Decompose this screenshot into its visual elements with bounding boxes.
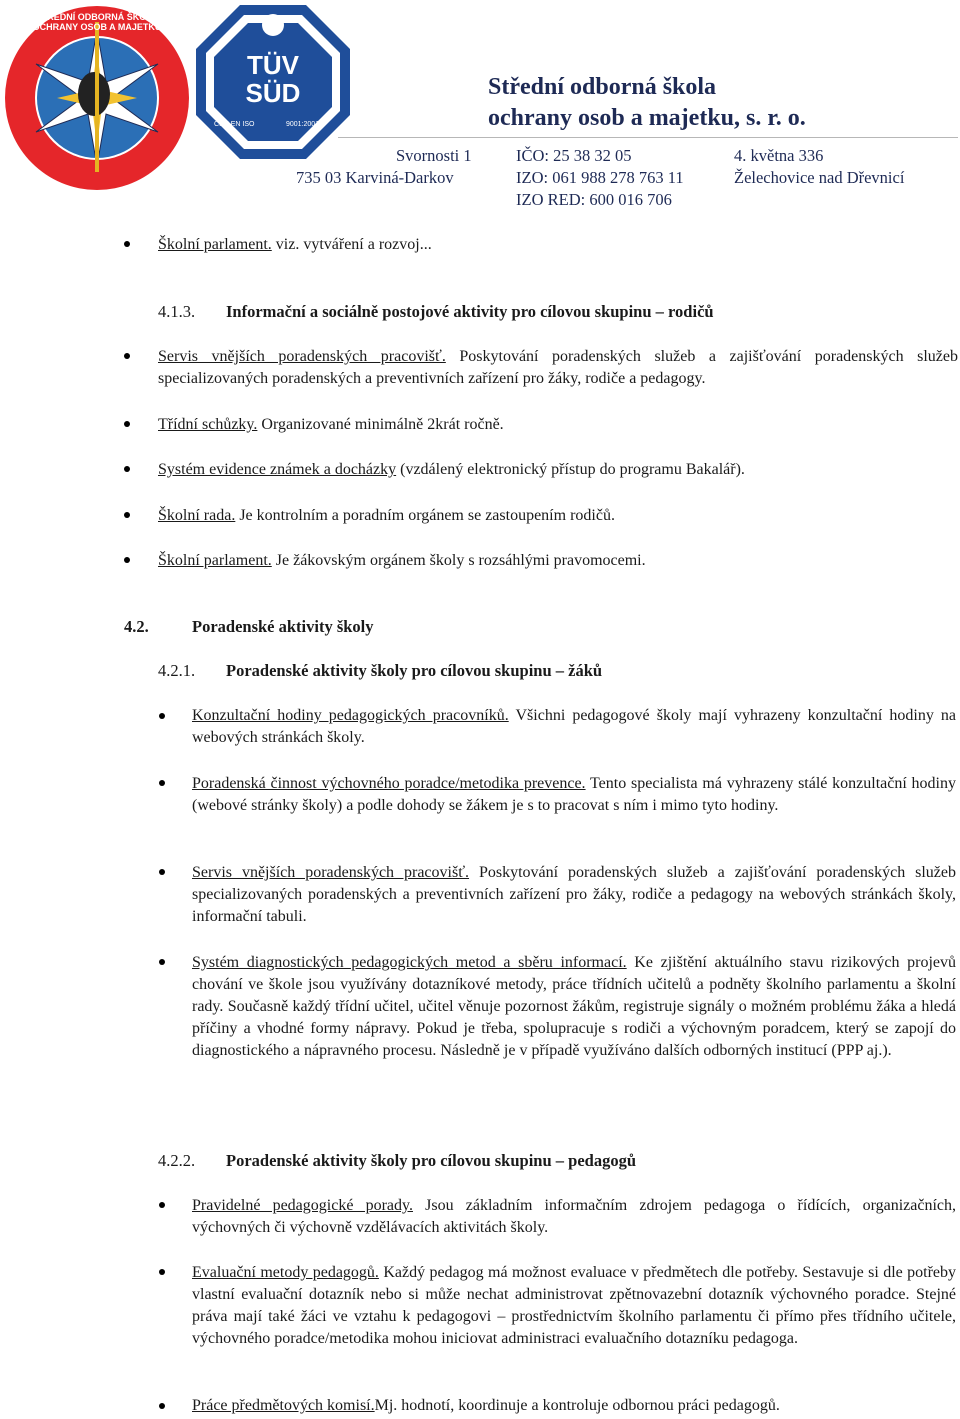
item-text: Organizované minimálně 2krát ročně. [257,416,504,433]
bullet [159,780,165,786]
branch-street: 4. května 336 [734,146,824,165]
school-name-line1: Střední odborná škola [488,74,717,100]
izo: IZO: 061 988 278 763 11 [516,168,684,187]
item-link: Servis vnějších poradenských pracovišť. [192,864,470,881]
section-number: 4.2. [124,617,149,636]
bullet [159,713,165,719]
tuv-logo [194,3,352,161]
address-street: Svornosti 1 [396,146,472,165]
header-rule [338,137,958,138]
bullet [159,1403,165,1409]
section-title: Informační a sociálně postojové aktivity pro cílovou skupinu – rodičů [226,302,714,321]
list-item [158,459,745,481]
tuv-small-text-2: 9001:2001 [286,121,320,128]
item-text: Mj. hodnotí, koordinuje a kontroluje odbornou práci pedagogů. [374,1397,780,1414]
bullet [124,241,130,247]
item-text: Ke zjištění aktuálního stavu rizikových projevů chování ve škole jsou využívány dotazníkové metody, práce třídních učitelů a podněty školního parlamentu a školní rady. Současně každý třídní učitel, učitel věnuje pozornost žákům, registruje signály o možném problému žáka a hledá příčiny a vhodné formy nápravy. Pokud je třeba, spolupracuje s rodiči a výchovným poradcem, který se zapojí do diagnostického a nápravného procesu. Následně je v případě využíváno dalších odborných institucí (PPP aj.). [192,954,956,1059]
section-title: Poradenské aktivity školy pro cílovou skupinu – pedagogů [226,1151,637,1170]
item-link: Práce předmětových komisí. [192,1397,375,1414]
item-text: Poskytování poradenských služeb a zajišťování poradenských služeb specializovaných poradenských a preventivních zařízení pro žáky, rodiče a pedagogy na webových stránkách školy, informační tabuli. [192,864,957,925]
section-number: 4.2.1. [158,661,196,680]
item-link: Konzultační hodiny pedagogických pracovníků. [192,707,509,724]
address-city: 735 03 Karviná-Darkov [296,168,454,187]
tuv-small-text: ČSN EN ISO [214,121,255,128]
list-item [192,862,956,928]
ico: IČO: 25 38 32 05 [516,146,632,165]
bullet [124,466,130,472]
bullet [159,1269,165,1275]
izo-red: IZO RED: 600 016 706 [516,190,672,209]
school-name-line2: ochrany osob a majetku, s. r. o. [488,105,806,131]
bullet [124,512,130,518]
item-link: Poradenská činnost výchovného poradce/metodika prevence. [192,775,586,792]
bullet [124,421,130,427]
list-item [158,550,646,572]
tuv-logo-text: TÜV SÜD [245,50,301,108]
bullet [124,557,130,563]
list-item [158,505,615,527]
item-text: Každý pedagog má možnost evaluace v předmětech dle potřeby. Sestavuje si dle potřeby vlastní evaluační dotazník nebo si může nechat administrovat zpětnovazební dotazník výchovného poradce. Stejné práva mají také žáci ve vztahu k pedagogovi – prostřednictvím školního parlamentu či přímo přes třídního učitele, výchovného poradce/metodika mohou iniciovat administraci evaluačního dotazníku pedagoga. [192,1264,956,1347]
bullet [159,959,165,965]
list-item [192,1195,956,1239]
section-title: Poradenské aktivity školy pro cílovou skupinu – žáků [226,661,603,680]
section-title: Poradenské aktivity školy [192,617,374,636]
section-number: 4.1.3. [158,302,196,321]
school-logo-text: STŘEDNÍ ODBORNÁ ŠKOLA OCHRANY OSOB A MAJETKU [32,12,162,32]
item-link: Školní parlament. [158,552,272,569]
item-text: viz. vytváření a rozvoj... [271,236,432,253]
list-item [158,234,432,256]
list-item [192,773,956,817]
branch-city: Želechovice nad Dřevnicí [734,168,905,187]
section-number: 4.2.2. [158,1151,196,1170]
item-text: Jsou základním informačním zdrojem pedagoga o řídících, organizačních, výchovných či výchovně vzdělávacích aktivitách školy. [192,1197,956,1236]
list-item [192,1395,956,1417]
item-text: Je kontrolním a poradním orgánem se zastoupením rodičů. [235,507,615,524]
list-item [192,705,956,749]
item-link: Pravidelné pedagogické porady. [192,1197,413,1214]
list-item [192,1262,956,1350]
item-link: Evaluační metody pedagogů. [192,1264,379,1281]
item-link: Systém diagnostických pedagogických metod a sběru informací. [192,954,627,971]
item-text: (vzdálený elektronický přístup do programu Bakalář). [396,461,745,478]
bullet [159,869,165,875]
item-text: Poskytování poradenských služeb a zajišťování poradenských služeb specializovaných poradenských a preventivních zařízení pro žáky, rodiče a pedagogy. [158,348,959,387]
item-link: Školní rada. [158,507,236,524]
item-text: Tento specialista má vyhrazeny stálé konzultační hodiny (webové stránky školy) a podle dohody se žákem je s to pracovat s ním i mimo tyto hodiny. [192,775,957,814]
item-text: Je žákovským orgánem školy s rozsáhlými pravomocemi. [271,552,646,569]
item-link: Třídní schůzky. [158,416,258,433]
item-link: Systém evidence známek a docházky [158,461,397,478]
item-link: Servis vnějších poradenských pracovišť. [158,348,446,365]
item-text: Všichni pedagogové školy mají vyhrazeny konzultační hodiny na webových stránkách školy. [192,707,957,746]
list-item [158,414,504,436]
item-link: Školní parlament. [158,236,272,253]
school-logo [2,2,192,194]
bullet [159,1202,165,1208]
list-item [192,952,956,1062]
list-item [158,346,958,390]
bullet [124,353,130,359]
